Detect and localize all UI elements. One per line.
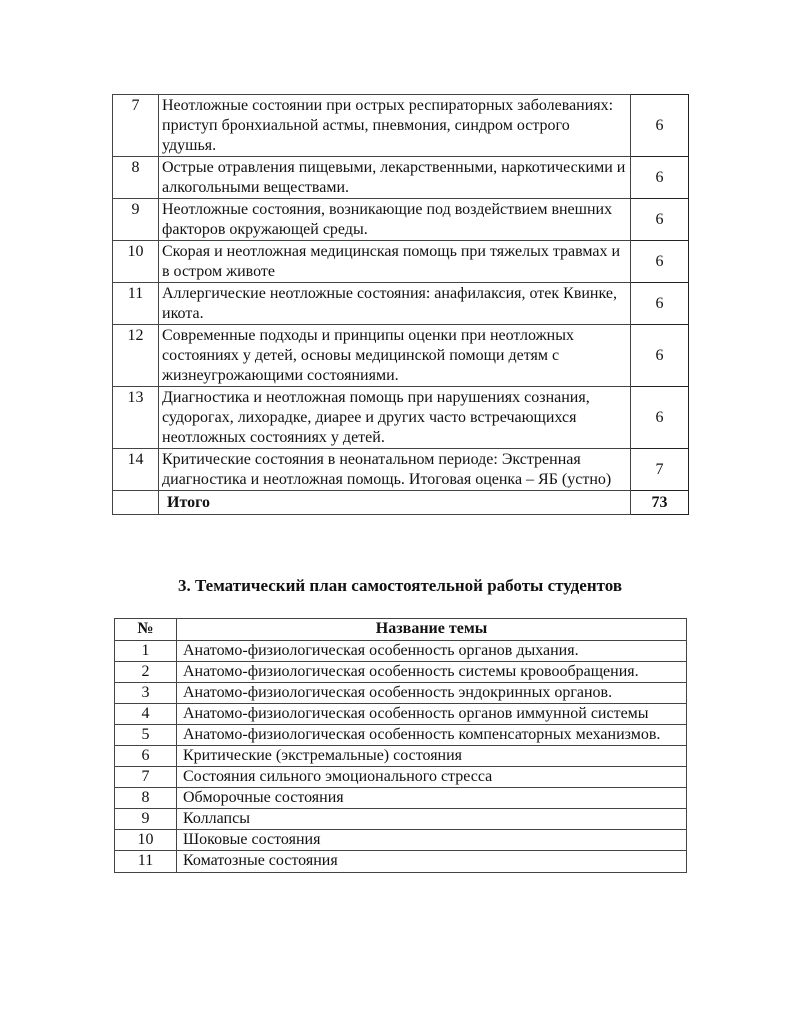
row-number-text: 11 [137, 852, 154, 869]
hours-value: 6 [631, 157, 689, 199]
table-row [113, 95, 689, 157]
table-row [113, 199, 689, 241]
topic-text: Критические состояния в неонатальном периоде: Экстренная диагностика и неотложная помощь. Итоговая оценка – ЯБ (устно) [159, 449, 631, 491]
total-empty-cell [113, 491, 159, 515]
table-row [115, 662, 687, 683]
row-number: 10 [115, 830, 177, 851]
table-row [115, 830, 687, 851]
row-number: 7 [113, 95, 159, 157]
table-row [115, 767, 687, 788]
table-row [113, 157, 689, 199]
row-number: 9 [115, 809, 177, 830]
topic-text: Аллергические неотложные состояния: анафилаксия, отек Квинке, икота. [159, 283, 631, 325]
self-study-plan-table [114, 618, 687, 873]
row-number: 14 [113, 449, 159, 491]
table-row [113, 387, 689, 449]
topic-text: Анатомо-физиологическая особенность органов дыхания. [177, 641, 687, 662]
table-row [115, 746, 687, 767]
row-number: 9 [113, 199, 159, 241]
topic-text: Острые отравления пищевыми, лекарственными, наркотическими и алкогольными веществами. [159, 157, 631, 199]
total-value: 73 [631, 491, 689, 515]
column-header-title: Название темы [177, 619, 687, 641]
row-number: 6 [115, 746, 177, 767]
hours-value: 6 [631, 241, 689, 283]
topic-text: Диагностика и неотложная помощь при нарушениях сознания, судорогах, лихорадке, диарее и других часто встречающихся неотложных состояниях у детей. [159, 387, 631, 449]
total-row [113, 491, 689, 515]
row-number: 4 [115, 704, 177, 725]
table-row [115, 683, 687, 704]
course-schedule-table [112, 94, 689, 515]
hours-value: 6 [631, 199, 689, 241]
topic-text: Анатомо-физиологическая особенность органов иммунной системы [177, 704, 687, 725]
topic-text: Скорая и неотложная медицинская помощь при тяжелых травмах и в остром животе [159, 241, 631, 283]
topic-text: Современные подходы и принципы оценки при неотложных состояниях у детей, основы медицинской помощи детям с жизнеугрожающими состояниями. [159, 325, 631, 387]
hours-value: 6 [631, 325, 689, 387]
table-row [113, 449, 689, 491]
row-number: 8 [113, 157, 159, 199]
row-number: 13 [113, 387, 159, 449]
row-number: 2 [115, 662, 177, 683]
row-number: 12 [113, 325, 159, 387]
row-number: 3 [115, 683, 177, 704]
column-header-number: № [115, 619, 177, 641]
table-header-row [115, 619, 687, 641]
total-label: Итого [159, 491, 631, 515]
table-row [115, 641, 687, 662]
topic-text [177, 851, 687, 873]
table-row [115, 851, 687, 873]
topic-text: Неотложные состоянии при острых респираторных заболеваниях: приступ бронхиальной астмы, пневмония, синдром острого удушья. [159, 95, 631, 157]
row-number [115, 851, 177, 873]
hours-value: 6 [631, 283, 689, 325]
row-number: 1 [115, 641, 177, 662]
hours-value: 6 [631, 387, 689, 449]
row-number: 5 [115, 725, 177, 746]
table-row [113, 241, 689, 283]
table-row [115, 809, 687, 830]
table-row [115, 704, 687, 725]
row-number: 11 [113, 283, 159, 325]
hours-value: 7 [631, 449, 689, 491]
topic-text-content: Коматозные состояния [183, 852, 338, 869]
topic-text: Обморочные состояния [177, 788, 687, 809]
topic-text: Коллапсы [177, 809, 687, 830]
topic-text: Состояния сильного эмоционального стресса [177, 767, 687, 788]
row-number: 10 [113, 241, 159, 283]
hours-value: 6 [631, 95, 689, 157]
topic-text: Шоковые состояния [177, 830, 687, 851]
row-number: 7 [115, 767, 177, 788]
topic-text: Анатомо-физиологическая особенность эндокринных органов. [177, 683, 687, 704]
row-number: 8 [115, 788, 177, 809]
topic-text: Критические (экстремальные) состояния [177, 746, 687, 767]
table-row [115, 788, 687, 809]
section-heading: 3. Тематический план самостоятельной работы студентов [177, 576, 623, 595]
topic-text: Анатомо-физиологическая особенность компенсаторных механизмов. [177, 725, 687, 746]
table-row [113, 325, 689, 387]
topic-text: Неотложные состояния, возникающие под воздействием внешних факторов окружающей среды. [159, 199, 631, 241]
table-row [115, 725, 687, 746]
topic-text: Анатомо-физиологическая особенность системы кровообращения. [177, 662, 687, 683]
table-row [113, 283, 689, 325]
